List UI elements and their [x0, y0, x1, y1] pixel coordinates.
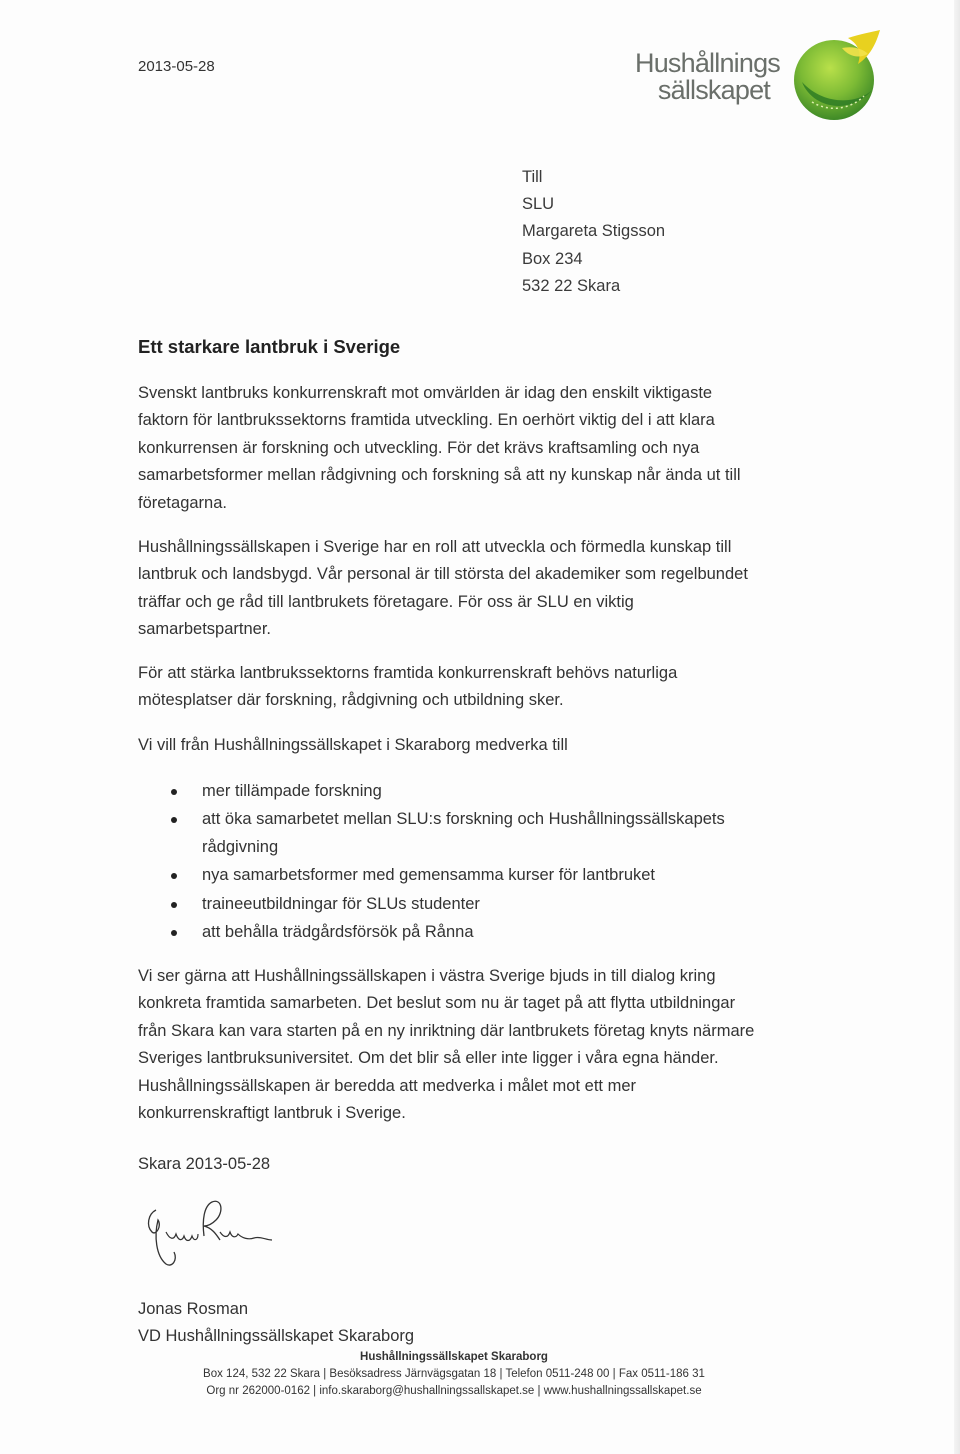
footer-org-name: Hushållningssällskapet Skaraborg [360, 1351, 548, 1363]
bullet-item: traineeutbildningar för SLUs studenter [138, 891, 738, 918]
paragraph: För att stärka lantbrukssektorns framtida konkurrenskraft behövs naturliga mötesplatser där forskning, rådgivning och utbildning sker. [138, 664, 678, 710]
signer-title: VD Hushållningssällskapet Skaraborg [138, 1327, 415, 1346]
letter-heading: Ett starkare lantbruk i Sverige [138, 336, 401, 357]
bullet-item: nya samarbetsformer med gemensamma kurser för lantbruket [138, 862, 738, 889]
scan-edge [954, 0, 960, 1454]
letter-footer [0, 1349, 908, 1400]
bullet-item: att öka samarbetet mellan SLU:s forskning och Hushållningssällskapets rådgivning [138, 806, 738, 861]
recipient-line: Till [522, 168, 543, 186]
paragraph: Vi vill från Hushållningssällskapet i Skaraborg medverka till [138, 736, 568, 754]
recipient-line: 532 22 Skara [522, 276, 621, 295]
recipient-address [522, 164, 665, 300]
footer-contact-line: Org nr 262000-0162 | info.skaraborg@hushallningssallskapet.se | www.hushallningssallskapet.se [206, 1385, 702, 1397]
paragraph: Svenskt lantbruks konkurrenskraft mot omvärlden är idag den enskilt viktigaste faktorn för lantbrukssektorns framtida utveckling. En oerhört viktig del i att klara konkurrensen är forskning och utveckling. För det krävs kraftsamling och nya samarbetsformer mellan rådgivning och forskning så att ny kunskap når ända ut till företagarna. [138, 384, 741, 512]
paragraph: Hushållningssällskapen i Sverige har en roll att utveckla och förmedla kunskap till lantbruk och landsbygd. Vår personal är till största del akademiker som regelbundet träffar och ge råd till lantbrukets företagare. För oss är SLU en viktig samarbetspartner. [138, 538, 748, 639]
logo-text-line1: Hushållnings [635, 48, 780, 78]
bullet-list [138, 778, 738, 947]
recipient-line: Margareta Stigsson [522, 222, 666, 241]
logo-text-line2: sällskapet [657, 75, 770, 105]
leaf-logo-icon [788, 30, 884, 122]
signer-block [138, 1296, 414, 1351]
recipient-line: SLU [522, 195, 555, 214]
bullet-item: mer tillämpade forskning [138, 778, 738, 805]
letter-date: 2013-05-28 [138, 58, 215, 75]
signer-name: Jonas Rosman [138, 1300, 249, 1318]
recipient-line: Box 234 [522, 249, 583, 268]
closing-place-date: Skara 2013-05-28 [138, 1155, 271, 1173]
hushallningssallskapet-logo [628, 30, 884, 126]
handwritten-signature [138, 1196, 278, 1276]
bullet-item: att behålla trädgårdsförsök på Rånna [138, 919, 738, 946]
logo-wordmark [635, 50, 780, 104]
footer-address-line: Box 124, 532 22 Skara | Besöksadress Järnvägsgatan 18 | Telefon 0511-248 00 | Fax 0511-186 31 [203, 1368, 705, 1380]
paragraph: Vi ser gärna att Hushållningssällskapen i västra Sverige bjuds in till dialog kring konkreta framtida samarbeten. Det beslut som nu är taget på att flytta utbildningar från Skara kan vara starten på en ny inriktning där lantbrukets företag knyts närmare Sveriges lantbruksuniversitet. Om det blir så eller inte ligger i våra egna händer. Hushållningssällskapen är beredda att medverka i målet mot ett mer konkurrenskraftigt lantbruk i Sverige. [138, 967, 755, 1123]
